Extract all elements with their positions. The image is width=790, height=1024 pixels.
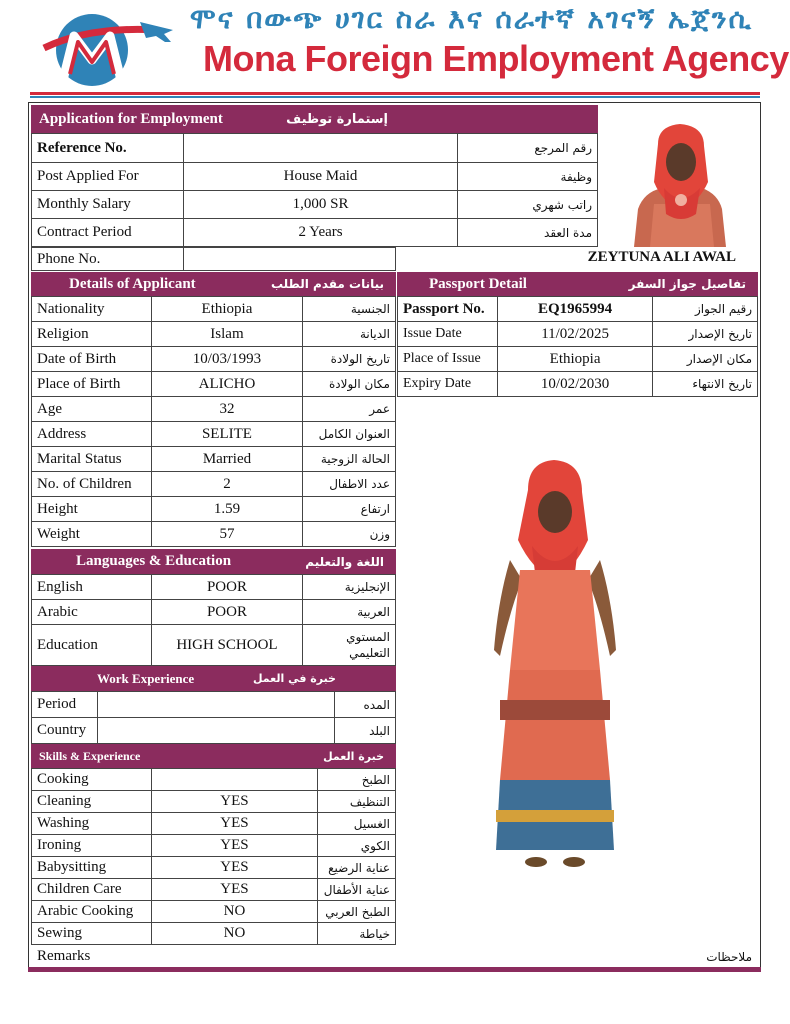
birthplace-label-ar: مكان الولادة	[303, 372, 396, 397]
cleaning-label: Cleaning	[32, 791, 152, 813]
period-value	[97, 692, 334, 718]
sewing-label: Sewing	[32, 923, 152, 945]
post-value: House Maid	[183, 163, 457, 191]
table-row	[32, 692, 396, 718]
cleaning-value: YES	[151, 791, 317, 813]
religion-label-ar: الديانة	[303, 322, 396, 347]
marital-label: Marital Status	[32, 447, 152, 472]
babysitting-value: YES	[151, 857, 317, 879]
table-row	[32, 522, 396, 547]
table-row	[32, 322, 396, 347]
sewing-value: NO	[151, 923, 317, 945]
place-of-issue-label: Place of Issue	[398, 347, 498, 372]
children-value: 2	[151, 472, 302, 497]
arabic-cooking-label-ar: الطبخ العربي	[318, 901, 396, 923]
table-row	[32, 297, 396, 322]
education-label-ar: المستوي التعليمي	[303, 625, 396, 666]
passport-table	[397, 296, 758, 397]
place-of-issue-label-ar: مكان الإصدار	[653, 347, 758, 372]
marital-value: Married	[151, 447, 302, 472]
sewing-label-ar: خياطة	[318, 923, 396, 945]
applicant-full-body-photo	[470, 450, 640, 880]
english-label-ar: الإنجليزية	[303, 575, 396, 600]
passport-header-en: Passport Detail	[429, 275, 527, 292]
phone-value	[183, 248, 395, 271]
header-divider-blue	[30, 96, 760, 98]
dob-label: Date of Birth	[32, 347, 152, 372]
ironing-label-ar: الكوي	[318, 835, 396, 857]
nationality-label-ar: الجنسية	[303, 297, 396, 322]
expiry-date-label: Expiry Date	[398, 372, 498, 397]
table-row	[32, 575, 396, 600]
weight-value: 57	[151, 522, 302, 547]
reference-label: Reference No.	[32, 134, 184, 163]
place-of-issue-value: Ethiopia	[497, 347, 652, 372]
birthplace-value: ALICHO	[151, 372, 302, 397]
work-header-en: Work Experience	[97, 670, 195, 686]
age-label: Age	[32, 397, 152, 422]
height-value: 1.59	[151, 497, 302, 522]
arabic-label: Arabic	[32, 600, 152, 625]
period-label: Period	[32, 692, 98, 718]
table-row	[32, 497, 396, 522]
country-value	[97, 718, 334, 744]
cooking-label: Cooking	[32, 769, 152, 791]
nationality-label: Nationality	[32, 297, 152, 322]
skills-header-en: Skills & Experience	[39, 748, 141, 763]
ironing-label: Ironing	[32, 835, 152, 857]
contract-label: Contract Period	[32, 219, 184, 247]
issue-date-value: 11/02/2025	[497, 322, 652, 347]
weight-label: Weight	[32, 522, 152, 547]
reference-label-ar: رقم المرجع	[458, 134, 598, 163]
arabic-label-ar: العربية	[303, 600, 396, 625]
religion-label: Religion	[32, 322, 152, 347]
application-header-en: Application for Employment	[39, 110, 223, 127]
table-row	[32, 813, 396, 835]
phone-label: Phone No.	[32, 248, 184, 271]
passport-no-value: EQ1965994	[497, 297, 652, 322]
skills-table	[31, 768, 396, 945]
table-row	[32, 163, 598, 191]
table-row	[32, 472, 396, 497]
table-row	[32, 248, 396, 271]
english-value: POOR	[151, 575, 303, 600]
work-header-ar: خبرة في العمل	[252, 672, 336, 685]
table-row	[398, 322, 758, 347]
period-label-ar: المده	[335, 692, 396, 718]
reference-value	[183, 134, 457, 163]
ironing-value: YES	[151, 835, 317, 857]
details-header	[31, 272, 396, 296]
arabic-cooking-label: Arabic Cooking	[32, 901, 152, 923]
dob-label-ar: تاريخ الولادة	[303, 347, 396, 372]
skills-header	[31, 744, 396, 768]
table-row	[32, 600, 396, 625]
nationality-value: Ethiopia	[151, 297, 302, 322]
table-row	[32, 835, 396, 857]
passport-no-label-ar: رقيم الجواز	[653, 297, 758, 322]
expiry-date-label-ar: تاريخ الانتهاء	[653, 372, 758, 397]
footer-bar	[28, 967, 761, 972]
children-care-value: YES	[151, 879, 317, 901]
arabic-cooking-value: NO	[151, 901, 317, 923]
table-row	[398, 297, 758, 322]
marital-label-ar: الحالة الزوجية	[303, 447, 396, 472]
table-row	[32, 422, 396, 447]
washing-label: Washing	[32, 813, 152, 835]
contract-value: 2 Years	[183, 219, 457, 247]
babysitting-label: Babysitting	[32, 857, 152, 879]
remarks-label-ar: ملاحظات	[706, 949, 752, 964]
children-care-label: Children Care	[32, 879, 152, 901]
children-label-ar: عدد الاطفال	[303, 472, 396, 497]
agency-name-amharic: ሞና በውጭ ሀገር ስራ እና ሰራተኛ አገናኝ ኤጀንሲ	[190, 2, 753, 35]
contract-label-ar: مدة العقد	[458, 219, 598, 247]
education-value: HIGH SCHOOL	[151, 625, 303, 666]
skills-header-ar: خبرة العمل	[323, 749, 384, 763]
cleaning-label-ar: التنظيف	[318, 791, 396, 813]
table-row	[398, 372, 758, 397]
age-label-ar: عمر	[303, 397, 396, 422]
height-label-ar: ارتفاع	[303, 497, 396, 522]
cooking-value	[151, 769, 317, 791]
salary-label-ar: راتب شهري	[458, 191, 598, 219]
passport-no-label: Passport No.	[398, 297, 498, 322]
children-care-label-ar: عناية الأطفال	[318, 879, 396, 901]
table-row	[32, 372, 396, 397]
cooking-label-ar: الطبخ	[318, 769, 396, 791]
phone-table	[31, 247, 396, 271]
birthplace-label: Place of Birth	[32, 372, 152, 397]
passport-header	[397, 272, 758, 296]
salary-label: Monthly Salary	[32, 191, 184, 219]
languages-table	[31, 574, 396, 666]
english-label: English	[32, 575, 152, 600]
religion-value: Islam	[151, 322, 302, 347]
babysitting-label-ar: عناية الرضيع	[318, 857, 396, 879]
header-divider-red	[30, 92, 760, 95]
washing-label-ar: الغسيل	[318, 813, 396, 835]
table-row	[32, 447, 396, 472]
work-table	[31, 691, 396, 744]
languages-header	[31, 549, 396, 574]
table-row	[32, 397, 396, 422]
passport-header-ar: تفاصيل جواز السفر	[628, 277, 746, 291]
table-row	[398, 347, 758, 372]
children-label: No. of Children	[32, 472, 152, 497]
applicant-portrait-photo	[604, 104, 759, 247]
remarks-row	[31, 946, 758, 967]
table-row	[32, 219, 598, 247]
dob-value: 10/03/1993	[151, 347, 302, 372]
issue-date-label-ar: تاريخ الإصدار	[653, 322, 758, 347]
table-row	[32, 191, 598, 219]
work-header	[31, 666, 396, 691]
expiry-date-value: 10/02/2030	[497, 372, 652, 397]
application-header	[31, 105, 598, 133]
details-header-ar: بيانات مقدم الطلب	[270, 277, 384, 291]
details-table	[31, 296, 396, 547]
table-row	[32, 625, 396, 666]
weight-label-ar: وزن	[303, 522, 396, 547]
remarks-label: Remarks	[37, 948, 91, 964]
table-row	[32, 769, 396, 791]
details-header-en: Details of Applicant	[69, 275, 196, 292]
washing-value: YES	[151, 813, 317, 835]
table-row	[32, 791, 396, 813]
address-label: Address	[32, 422, 152, 447]
table-row	[32, 923, 396, 945]
post-label-ar: وظيفة	[458, 163, 598, 191]
country-label-ar: البلد	[335, 718, 396, 744]
agency-name-english: Mona Foreign Employment Agency	[203, 38, 789, 79]
arabic-value: POOR	[151, 600, 303, 625]
page-header	[0, 0, 790, 92]
post-label: Post Applied For	[32, 163, 184, 191]
country-label: Country	[32, 718, 98, 744]
address-value: SELITE	[151, 422, 302, 447]
applicant-name: ZEYTUNA ALI AWAL	[587, 249, 736, 265]
education-label: Education	[32, 625, 152, 666]
application-header-ar: إستمارة توظيف	[286, 111, 388, 127]
table-row	[32, 879, 396, 901]
age-value: 32	[151, 397, 302, 422]
height-label: Height	[32, 497, 152, 522]
table-row	[32, 718, 396, 744]
languages-header-en: Languages & Education	[76, 553, 232, 569]
address-label-ar: العنوان الكامل	[303, 422, 396, 447]
salary-value: 1,000 SR	[183, 191, 457, 219]
table-row	[32, 134, 598, 163]
agency-logo	[40, 8, 175, 88]
table-row	[32, 901, 396, 923]
issue-date-label: Issue Date	[398, 322, 498, 347]
table-row	[32, 857, 396, 879]
application-table	[31, 133, 598, 247]
languages-header-ar: اللغة والتعليم	[305, 554, 384, 569]
table-row	[32, 347, 396, 372]
